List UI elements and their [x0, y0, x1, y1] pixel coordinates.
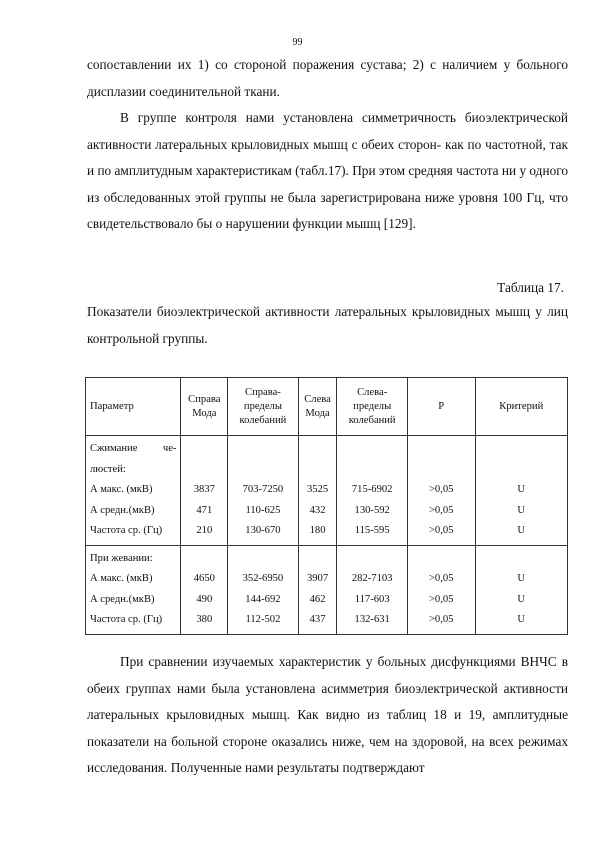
table-group-clenching	[86, 436, 568, 546]
param-cell	[86, 545, 181, 634]
table-label: Таблица 17.	[497, 280, 564, 295]
criterion-cell	[475, 436, 567, 546]
table-header-row	[86, 378, 568, 436]
value: 437	[309, 614, 326, 625]
value: 380	[196, 614, 213, 625]
value: 115-595	[354, 525, 390, 536]
value: U	[517, 504, 526, 516]
value: 4650	[193, 573, 215, 584]
right-range-cell	[228, 545, 298, 634]
param-cell	[86, 436, 181, 546]
column-header: Р	[407, 378, 475, 436]
column-header: Слева- пределы колебаний	[337, 378, 407, 436]
param-label: Частота ср. (Гц)	[90, 525, 163, 536]
param-label: А средн.(мкВ)	[90, 504, 155, 516]
value: 180	[309, 525, 326, 536]
group-title: При жевании:	[90, 552, 153, 564]
value: 130-592	[354, 504, 390, 516]
value: 490	[196, 593, 213, 605]
paragraph-control-group: В группе контроля нами установлена симметричность биоэлектрической активности латеральных крыловидных мышц с обеих сторон- как по частотной, так и по амплитудным характеристикам (табл.17). При этом средняя частота ни у одного из обследованных этой группы не была зарегистрирована ниже уровня 100 Гц, что свидетельствовало бы о нарушении функции мышц [129].	[87, 110, 568, 231]
value: >0,05	[428, 573, 454, 584]
value: U	[517, 593, 526, 605]
value: 132-631	[354, 614, 390, 625]
value: U	[517, 614, 526, 625]
value: 471	[196, 504, 213, 516]
value: U	[517, 573, 526, 584]
value: 3907	[306, 573, 329, 584]
page-number: 99	[292, 37, 303, 48]
value: >0,05	[428, 593, 454, 605]
param-label: А макс. (мкВ)	[90, 573, 153, 584]
table-group-chewing	[86, 545, 568, 634]
paragraph-comparison: При сравнении изучаемых характеристик у больных дисфункциями ВНЧС в обеих группах нами была установлена асимметрия биоэлектрической активности латеральных крыловидных мышц. Как видно из таблиц 18 и 19, амплитудные показатели на больной стороне оказались ниже, чем на здоровой, на всех режимах исследования. Полученные нами результаты подтверждают	[87, 654, 568, 775]
data-table	[85, 377, 568, 635]
column-header: Критерий	[475, 378, 567, 436]
column-header: Справа Мода	[181, 378, 228, 436]
value: 3525	[306, 484, 329, 495]
value: 210	[196, 525, 213, 536]
criterion-cell	[475, 545, 567, 634]
value: 432	[309, 504, 326, 516]
right-range-cell	[228, 436, 298, 546]
left-range-cell	[337, 545, 407, 634]
param-label: А макс. (мкВ)	[90, 484, 153, 495]
value: 130-670	[245, 525, 281, 536]
group-title: Сжимание че- люстей:	[90, 443, 177, 475]
value: 144-692	[245, 593, 281, 605]
param-label: А средн.(мкВ)	[90, 593, 155, 605]
value: 715-6902	[351, 484, 393, 495]
table-caption: Показатели биоэлектрической активности латеральных крыловидных мышц у лиц контрольной группы.	[87, 304, 568, 346]
value: >0,05	[428, 525, 454, 536]
left-mode-cell	[298, 436, 337, 546]
value: 282-7103	[351, 573, 393, 584]
column-header: Справа- пределы колебаний	[228, 378, 298, 436]
paragraph-intro: сопоставлении их 1) со стороной поражения сустава; 2) с наличием у больного дисплазии соединительной ткани.	[87, 57, 568, 99]
value: 110-625	[245, 504, 281, 516]
right-mode-cell	[181, 545, 228, 634]
p-cell	[407, 436, 475, 546]
value: >0,05	[428, 614, 454, 625]
right-mode-cell	[181, 436, 228, 546]
value: U	[517, 525, 526, 536]
left-mode-cell	[298, 545, 337, 634]
value: 462	[309, 593, 326, 605]
value: 352-6950	[242, 573, 284, 584]
param-label: Частота ср. (Гц)	[90, 614, 163, 625]
value: 3837	[193, 484, 215, 495]
value: 117-603	[354, 593, 390, 605]
p-cell	[407, 545, 475, 634]
value: 112-502	[245, 614, 281, 625]
column-header: Слева Мода	[298, 378, 337, 436]
value: >0,05	[428, 504, 454, 516]
value: 703-7250	[242, 484, 284, 495]
value: >0,05	[428, 484, 454, 495]
left-range-cell	[337, 436, 407, 546]
value: U	[517, 484, 526, 495]
column-header: Параметр	[86, 378, 181, 436]
